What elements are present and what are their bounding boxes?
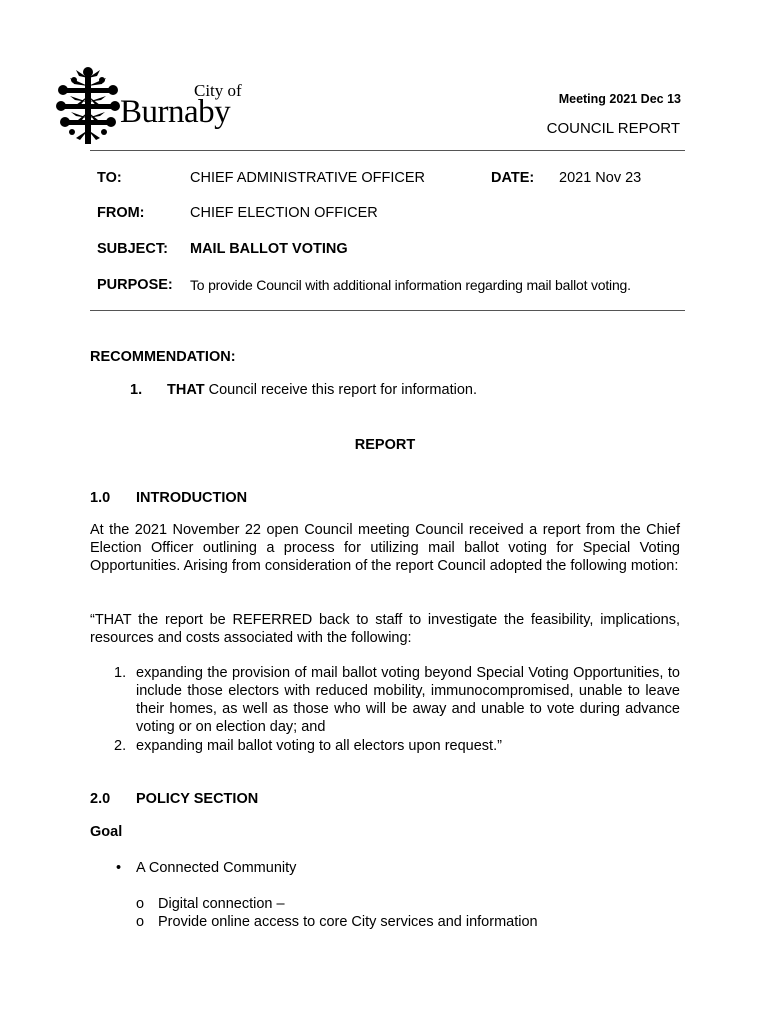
logo-city-of: City of (194, 81, 242, 100)
document-type: COUNCIL REPORT (546, 120, 680, 137)
intro-paragraph-2: “THAT the report be REFERRED back to staff to investigate the feasibility, implications, resources and costs associated with the following: (90, 612, 680, 646)
meeting-date: Meeting 2021 Dec 13 (558, 92, 681, 106)
sub-item-2: Provide online access to core City services and information (158, 914, 538, 930)
intro-list-number-2: 2. (114, 738, 127, 754)
city-logo (56, 66, 246, 148)
policy-heading: POLICY SECTION (136, 791, 259, 807)
policy-number: 2.0 (90, 791, 111, 807)
from-value: CHIEF ELECTION OFFICER (190, 205, 378, 221)
subject-label: SUBJECT: (97, 241, 168, 257)
date-label: DATE: (491, 170, 535, 186)
sub-bullet-icon: o (136, 914, 145, 930)
intro-list-item-2: expanding mail ballot voting to all electors upon request.” (136, 738, 502, 754)
intro-number: 1.0 (90, 490, 111, 506)
recommendation-heading: RECOMMENDATION: (90, 349, 236, 365)
to-value: CHIEF ADMINISTRATIVE OFFICER (190, 170, 425, 186)
date-value: 2021 Nov 23 (559, 170, 642, 186)
purpose-value: To provide Council with additional information regarding mail ballot voting. (190, 277, 631, 293)
logo-burnaby: Burnaby (120, 94, 231, 130)
goal-label: Goal (90, 824, 123, 840)
recommendation-text (167, 381, 477, 399)
goal-bullet-text: A Connected Community (136, 860, 297, 876)
recommendation-lead: THAT (167, 382, 205, 398)
sub-item-1: Digital connection – (158, 896, 285, 912)
intro-list-item-1: expanding the provision of mail ballot voting beyond Special Voting Opportunities, to include those electors with reduced mobility, immunocompromised, unable to leave their homes, as well as those who will be away and unable to vote during advance voting or on election day; and (136, 665, 680, 735)
header-divider-top (90, 150, 685, 151)
subject-value: MAIL BALLOT VOTING (190, 241, 348, 257)
to-label: TO: (97, 170, 122, 186)
recommendation-number: 1. (130, 382, 143, 398)
report-heading: REPORT (354, 437, 416, 453)
bullet-icon: • (116, 860, 122, 876)
purpose-label: PURPOSE: (97, 277, 173, 293)
header-divider-bottom (90, 310, 685, 311)
snowflake-tree-icon (56, 66, 122, 148)
intro-heading: INTRODUCTION (136, 490, 248, 506)
from-label: FROM: (97, 205, 145, 221)
sub-bullet-icon: o (136, 896, 145, 912)
intro-list-number-1: 1. (114, 665, 127, 681)
intro-paragraph-1: At the 2021 November 22 open Council meeting Council received a report from the Chief Election Officer outlining a process for utilizing mail ballot voting for Special Voting Opportunities. Arising from consideration of the report Council adopted the following motion: (90, 522, 680, 574)
recommendation-body: Council receive this report for information. (204, 382, 477, 398)
